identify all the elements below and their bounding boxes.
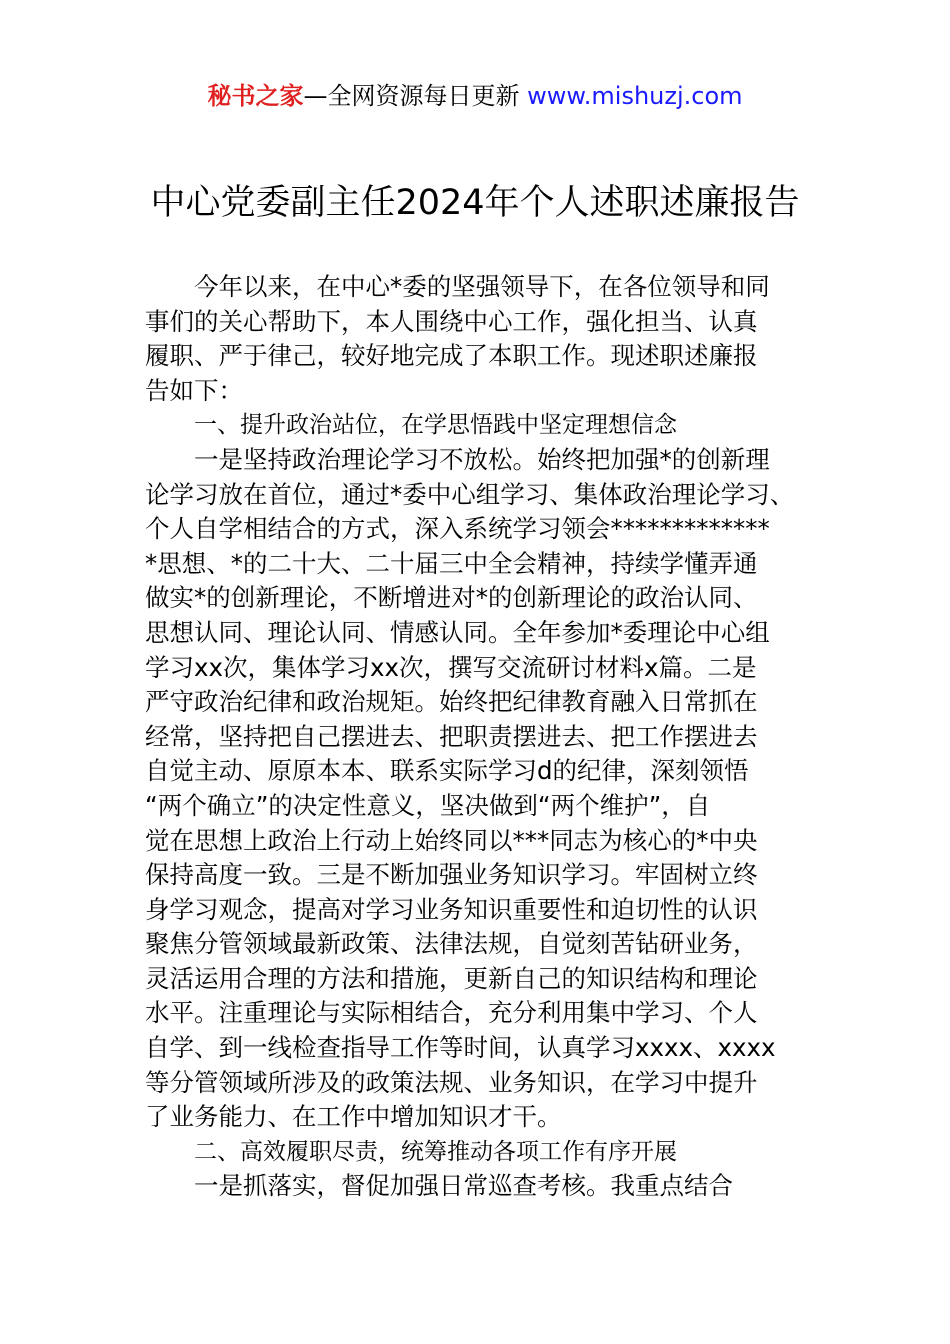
paragraph-line: 事们的关心帮助下，本人围绕中心工作，强化担当、认真 [145, 306, 758, 336]
document-title: 中心党委副主任2024年个人述职述廉报告 [150, 183, 800, 223]
paragraph-line: 保持高度一致。三是不断加强业务知识学习。牢固树立终 [145, 860, 758, 890]
paragraph-line: 论学习放在首位，通过*委中心组学习、集体政治理论学习、 [145, 479, 795, 509]
site-url-link[interactable]: www.mishuzj.com [527, 82, 743, 110]
section-heading-1: 一、提升政治站位，在学思悟践中坚定理想信念 [194, 412, 677, 439]
paragraph-line: 一是坚持政治理论学习不放松。始终把加强*的创新理 [194, 444, 770, 474]
section-heading-2: 二、高效履职尽责，统筹推动各项工作有序开展 [194, 1138, 677, 1165]
document-body [145, 270, 810, 1204]
paragraph-line: 做实*的创新理论，不断增进对*的创新理论的政治认同、 [145, 583, 758, 613]
paragraph-line: 水平。注重理论与实际相结合，充分利用集中学习、个人 [145, 998, 758, 1028]
paragraph-line: “两个确立”的决定性意义，坚决做到“两个维护”，自 [145, 790, 711, 820]
paragraph-line: 身学习观念，提高对学习业务知识重要性和迫切性的认识 [145, 894, 758, 924]
site-header [0, 80, 950, 112]
paragraph-line: 学习xx次，集体学习xx次，撰写交流研讨材料x篇。二是 [145, 652, 757, 682]
paragraph-line: 聚焦分管领域最新政策、法律法规，自觉刻苦钻研业务， [145, 929, 758, 959]
paragraph-line: 等分管领域所涉及的政策法规、业务知识，在学习中提升 [145, 1067, 758, 1097]
paragraph-line: 自觉主动、原原本本、联系实际学习d的纪律，深刻领悟 [145, 756, 749, 786]
paragraph-line: 经常，坚持把自己摆进去、把职责摆进去、把工作摆进去 [145, 721, 758, 751]
paragraph-line: 今年以来，在中心*委的坚强领导下，在各位领导和同 [194, 272, 770, 301]
paragraph-line: 自学、到一线检查指导工作等时间，认真学习xxxx、xxxx [145, 1033, 776, 1063]
paragraph-line: *思想、*的二十大、二十届三中全会精神，持续学懂弄通 [145, 548, 758, 578]
site-brand: 秘书之家 [207, 82, 304, 110]
site-tagline: —全网资源每日更新 [303, 82, 520, 110]
paragraph-line: 告如下： [145, 375, 243, 405]
paragraph-line: 履职、严于律己，较好地完成了本职工作。现述职述廉报 [145, 341, 758, 371]
paragraph-line: 觉在思想上政治上行动上始终同以***同志为核心的*中央 [145, 825, 758, 855]
paragraph-line: 一是抓落实，督促加强日常巡查考核。我重点结合 [194, 1171, 733, 1201]
paragraph-line: 思想认同、理论认同、情感认同。全年参加*委理论中心组 [145, 617, 770, 647]
paragraph-line: 了业务能力、在工作中增加知识才干。 [145, 1102, 562, 1132]
paragraph-line: 个人自学相结合的方式，深入系统学习领会************* [145, 514, 770, 544]
paragraph-line: 灵活运用合理的方法和措施，更新自己的知识结构和理论 [145, 963, 758, 993]
paragraph-line: 严守政治纪律和政治规矩。始终把纪律教育融入日常抓在 [145, 687, 758, 717]
